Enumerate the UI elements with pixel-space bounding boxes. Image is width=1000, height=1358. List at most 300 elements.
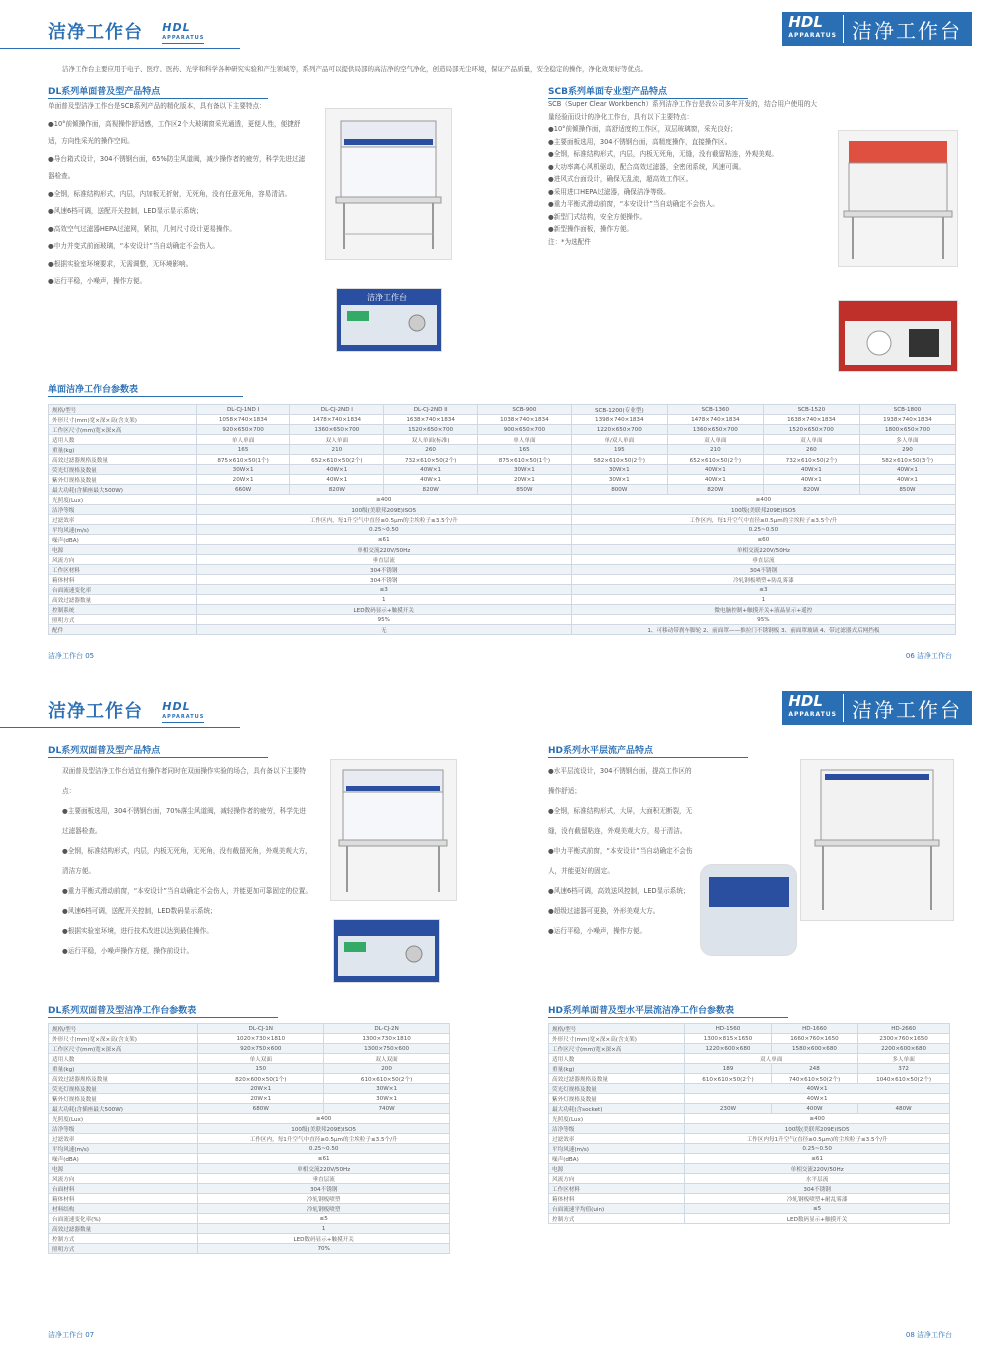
table-cell: 垂直层流 xyxy=(571,555,955,565)
table-cell: 冷轧钢板喷塑+防乱雾漆 xyxy=(571,575,955,585)
table-cell: 20W×1 xyxy=(196,475,290,485)
feature-line: ●新型操作面板，操作方便。 xyxy=(548,225,633,233)
table-row xyxy=(49,1034,450,1044)
table-cell: ≥400 xyxy=(685,1114,950,1124)
header-cell: DL-CJ-1ND I xyxy=(196,405,290,415)
footer-left: 洁净工作台 05 xyxy=(48,652,95,660)
table-cell: ≤5 xyxy=(198,1214,450,1224)
table-cell: ≥400 xyxy=(571,495,955,505)
table-row xyxy=(549,1154,950,1164)
feature-line: ●大功率离心风机驱动，配合高效过滤器，全密闭系统，风速可调。 xyxy=(548,162,745,171)
table-cell: 70% xyxy=(198,1244,450,1254)
table-cell: 过滤效率 xyxy=(49,515,197,525)
table-cell: 660W xyxy=(196,485,290,495)
table-cell: ≤3 xyxy=(571,585,955,595)
table-cell: 1、可移动带刹车脚轮 2、前面罩——推拉门不锈钢板 3、前面罩玻璃 4、带过滤器式后网挡板 xyxy=(571,625,955,635)
header-cell: DL-CJ-2ND I xyxy=(290,405,384,415)
table-cell: 732×610×50(2个) xyxy=(763,455,859,465)
table-cell: 平均风速(m/s) xyxy=(549,1144,685,1154)
feature-line: ●重力平衡式滑动前窗，“本安设计”当自动确定不会伤人，并能更加可靠固定的位置。 xyxy=(62,887,312,895)
table-cell: 652×610×50(2个) xyxy=(290,455,384,465)
hdl-logo: HDL APPARATUS xyxy=(162,23,204,44)
table-cell: 1038×740×1834 xyxy=(478,415,572,425)
table-cell: 无 xyxy=(196,625,571,635)
table-row xyxy=(49,1154,450,1164)
table-cell: 372 xyxy=(858,1064,950,1074)
table-cell: 配件 xyxy=(49,625,197,635)
header-cell: DL-CJ-2N xyxy=(324,1024,450,1034)
table-row xyxy=(549,1074,950,1084)
table-cell: 工作区内，每1升空气中直径≥0.5μm的尘埃粒子≤3.5个/升 xyxy=(198,1134,450,1144)
table-cell: 双人单面 xyxy=(763,435,859,445)
table-row xyxy=(49,1174,450,1184)
table-cell: 40W×1 xyxy=(859,465,955,475)
table-row xyxy=(49,1164,450,1174)
table-row xyxy=(549,1124,950,1134)
table-cell: 洁净等级 xyxy=(549,1124,685,1134)
feature-line: ●风速6档可调，高效送风控制，LED显示系统； xyxy=(548,887,690,895)
table-row xyxy=(549,1164,950,1174)
table-cell: 适用人数 xyxy=(549,1054,685,1064)
dl2-feature-list xyxy=(62,761,312,961)
table-cell: 2300×760×1650 xyxy=(858,1034,950,1044)
table-row xyxy=(549,1084,950,1094)
table-row xyxy=(49,435,956,445)
table-cell: 单人双面 xyxy=(198,1054,324,1064)
feature-line: ●10°前倾操作面，高舒适度的工作区，双层玻璃窗，采光良好； xyxy=(548,125,737,133)
table-cell: 875×610×50(1个) xyxy=(196,455,290,465)
table-cell: 光照度(Lux) xyxy=(49,495,197,505)
table-cell: 0.25~0.50 xyxy=(685,1144,950,1154)
table-row xyxy=(49,1044,450,1054)
table-row xyxy=(49,425,956,435)
hd-section-title: HD系列水平层流产品特点 xyxy=(548,743,748,758)
table-cell: ≤60 xyxy=(571,535,955,545)
table-cell: 多人单面 xyxy=(858,1054,950,1064)
table-cell: 40W×1 xyxy=(384,465,478,475)
table-cell: 1520×650×700 xyxy=(763,425,859,435)
table-row xyxy=(49,575,956,585)
table-cell: 260 xyxy=(763,445,859,455)
table-cell: 740W xyxy=(324,1104,450,1114)
banner-title: 洁净工作台 xyxy=(852,697,962,722)
table-cell: 高效过滤器数量 xyxy=(49,1224,198,1234)
table2-title: DL系列双面普及型洁净工作台参数表 xyxy=(48,1003,278,1018)
table-cell: 洁净等级 xyxy=(49,505,197,515)
table-row xyxy=(549,1104,950,1114)
table-row xyxy=(549,1054,950,1064)
table-cell: 风流方向 xyxy=(49,555,197,565)
table-row xyxy=(49,1114,450,1124)
table-row xyxy=(49,415,956,425)
table-cell: 0.25~0.50 xyxy=(571,525,955,535)
table-cell: 台面流速变化率 xyxy=(49,585,197,595)
table-cell: 水平层流 xyxy=(685,1174,950,1184)
table-cell: 适用人数 xyxy=(49,1054,198,1064)
table-cell: ≤61 xyxy=(196,535,571,545)
table-row xyxy=(49,1094,450,1104)
feature-line: ●新型门式结构，安全方便操作。 xyxy=(548,212,647,221)
table-cell: 610×610×50(2个) xyxy=(324,1074,450,1084)
table-cell: 冷轧钢板喷塑 xyxy=(198,1204,450,1214)
header-rule xyxy=(0,48,240,49)
table-cell: 控制系统 xyxy=(49,605,197,615)
product-photo-dl-double xyxy=(330,759,457,901)
table-row xyxy=(49,445,956,455)
dl2-section-title: DL系列双面普及型产品特点 xyxy=(48,743,268,758)
product-photo-scb xyxy=(838,130,958,267)
table-cell: 30W×1 xyxy=(324,1094,450,1104)
table-cell: 台面流速平均值(uin) xyxy=(549,1204,685,1214)
table-row xyxy=(49,455,956,465)
table-cell: 610×610×50(2个) xyxy=(685,1074,771,1084)
control-panel-photo xyxy=(333,919,440,983)
table-cell: 工作区材料 xyxy=(549,1184,685,1194)
table-row xyxy=(49,1074,450,1084)
table-cell: 582×610×50(2个) xyxy=(571,455,667,465)
table-cell: 重量(kg) xyxy=(49,1064,198,1074)
table-cell: 风流方向 xyxy=(49,1174,198,1184)
header-cell: SCB-1360 xyxy=(667,405,763,415)
table-cell: 820W xyxy=(290,485,384,495)
table-cell: 1220×600×680 xyxy=(685,1044,771,1054)
table-row xyxy=(49,605,956,615)
table-cell: 20W×1 xyxy=(198,1094,324,1104)
hdl-logo: HDL APPARATUS xyxy=(788,15,844,43)
table-cell: 过滤效率 xyxy=(549,1134,685,1144)
table-cell: 照明方式 xyxy=(49,1244,198,1254)
table-row xyxy=(49,525,956,535)
table-row xyxy=(549,1184,950,1194)
table3-title: HD系列单面普及型水平层流洁净工作台参数表 xyxy=(548,1003,788,1018)
table-cell: 控制方式 xyxy=(549,1214,685,1224)
header-cell: HD-2660 xyxy=(858,1024,950,1034)
table-row xyxy=(549,1144,950,1154)
table-cell: 1398×740×1834 xyxy=(571,415,667,425)
product-photo-dl-single xyxy=(325,108,452,260)
table-row xyxy=(49,1224,450,1234)
intro-text: 洁净工作台主要应用于电子、医疗、医药、光学和科学各种研究实验和产生领域等，系列产品可以提供局部的高洁净的空气净化，创造局部无尘环境，保证产品质量，安全稳定的操作，净化效果好等优点。 xyxy=(62,65,647,73)
table-cell: 900×650×700 xyxy=(478,425,572,435)
table-row xyxy=(549,1204,950,1214)
table-row xyxy=(549,1044,950,1054)
table-cell: 台面材料 xyxy=(49,1184,198,1194)
table-cell: 200 xyxy=(324,1064,450,1074)
table-cell: 20W×1 xyxy=(198,1084,324,1094)
table-row xyxy=(49,1234,450,1244)
table-cell: 304不锈钢 xyxy=(571,565,955,575)
table-cell: ≤61 xyxy=(685,1154,950,1164)
table-cell: 工作区内，每1升空气中直径≥0.5μm的尘埃粒子≤3.5个/升 xyxy=(571,515,955,525)
table-cell: 平均风速(m/s) xyxy=(49,525,197,535)
spec-table-hd xyxy=(548,1023,950,1224)
table-cell: 40W×1 xyxy=(685,1084,950,1094)
header-rule xyxy=(0,727,240,728)
table-cell: 1 xyxy=(571,595,955,605)
table-row xyxy=(549,1114,950,1124)
header-cell: SCB-1800 xyxy=(859,405,955,415)
table-cell: 875×610×50(1个) xyxy=(478,455,572,465)
feature-line: ●运行平稳，小噪声，操作方便。 xyxy=(548,927,647,935)
table-row xyxy=(549,1134,950,1144)
table-row xyxy=(49,1064,450,1074)
table-cell: 40W×1 xyxy=(290,475,384,485)
table-cell: 箱体材料 xyxy=(49,575,197,585)
table-cell: 平均风速(m/s) xyxy=(49,1144,198,1154)
table-row xyxy=(49,545,956,555)
table-cell: 1 xyxy=(196,595,571,605)
table-row xyxy=(49,585,956,595)
header-cell: SCB-900 xyxy=(478,405,572,415)
table-cell: LED数码显示+触摸开关 xyxy=(198,1234,450,1244)
table-cell: 单人单面 xyxy=(478,435,572,445)
table-cell: LED数码显示+触摸开关 xyxy=(196,605,571,615)
table-cell: 1520×650×700 xyxy=(384,425,478,435)
header-cell: 规格/型号 xyxy=(49,1024,198,1034)
header-cell: SCB-1200(专业型) xyxy=(571,405,667,415)
table-cell: 290 xyxy=(859,445,955,455)
table-cell: ≤3 xyxy=(196,585,571,595)
table-row xyxy=(49,495,956,505)
table-cell: 高效过滤器规格及数量 xyxy=(49,455,197,465)
table-cell: 多人单面 xyxy=(859,435,955,445)
table-cell: 垂直层流 xyxy=(196,555,571,565)
table-row xyxy=(49,1214,450,1224)
table-row xyxy=(549,1094,950,1104)
feature-line: ●全钢，标准结构形式，大屏，大面积无断裂，无缝，没有截留粘连，外观美观大方，易于清洁。 xyxy=(548,807,693,835)
page-2 xyxy=(0,679,1000,1358)
table-cell: 过滤效率 xyxy=(49,1134,198,1144)
table-cell: 920×650×700 xyxy=(196,425,290,435)
table-cell: 箱体材料 xyxy=(549,1194,685,1204)
header-cell: 规格/型号 xyxy=(549,1024,685,1034)
table-cell: 820W xyxy=(667,485,763,495)
table-cell: 工作区尺寸(mm)宽×深×高 xyxy=(49,1044,198,1054)
table-cell: 荧光灯规格及数量 xyxy=(549,1084,685,1094)
table-cell: 噪声(dBA) xyxy=(49,1154,198,1164)
table-row xyxy=(549,1194,950,1204)
table-cell: 1360×650×700 xyxy=(290,425,384,435)
table-cell: 荧光灯规格及数量 xyxy=(49,465,197,475)
table-cell: 光照度(Lux) xyxy=(49,1114,198,1124)
table-row xyxy=(49,615,956,625)
table-cell: 1220×650×700 xyxy=(571,425,667,435)
hd-feature-list xyxy=(548,761,698,941)
table-cell: 冷轧钢板喷塑 xyxy=(198,1194,450,1204)
header-cell: SCB-1520 xyxy=(763,405,859,415)
table-row xyxy=(49,465,956,475)
scb-section-title: SCB系列单面专业型产品特点 xyxy=(548,84,748,99)
table-cell: 189 xyxy=(685,1064,771,1074)
table-cell: 20W×1 xyxy=(478,475,572,485)
table-cell: 40W×1 xyxy=(859,475,955,485)
header-title-left: 洁净工作台 HDL APPARATUS xyxy=(48,699,205,722)
table-cell: 高效过滤器规格及数量 xyxy=(49,1074,198,1084)
table-cell: 1638×740×1834 xyxy=(384,415,478,425)
table-cell: 100级(美联邦209E)ISO5 xyxy=(196,505,571,515)
table-cell: 1478×740×1834 xyxy=(667,415,763,425)
feature-line: SCB（Super Clear Workbench）系列洁净工作台是我公司多年开发的，结合用户使用的大量经验而设计的净化工作台，具有以下主要特点： xyxy=(548,100,818,121)
table-cell: 740×610×50(2个) xyxy=(771,1074,857,1084)
header-title-left: 洁净工作台 HDL APPARATUS xyxy=(48,20,205,43)
table-cell: ≤61 xyxy=(198,1154,450,1164)
table-cell: 1580×600×680 xyxy=(771,1044,857,1054)
table-cell: 30W×1 xyxy=(196,465,290,475)
table-cell: 1058×740×1834 xyxy=(196,415,290,425)
table-cell: 304不锈钢 xyxy=(196,575,571,585)
table-cell: 电源 xyxy=(49,1164,198,1174)
table-cell: 40W×1 xyxy=(685,1094,950,1104)
table-cell: 95% xyxy=(196,615,571,625)
scb-panel-photo xyxy=(838,300,958,372)
table-header-row xyxy=(49,1024,450,1034)
table-cell: 304不锈钢 xyxy=(685,1184,950,1194)
table-cell: 100级(美联邦209E)ISO5 xyxy=(571,505,955,515)
table-cell: 紫外灯规格及数量 xyxy=(49,475,197,485)
table-cell: 双人单面 xyxy=(667,435,763,445)
table-cell: 100级(美联邦209E)ISO5 xyxy=(685,1124,950,1134)
header-cell: DL-CJ-1N xyxy=(198,1024,324,1034)
table-cell: 照明方式 xyxy=(49,615,197,625)
table-cell: 电源 xyxy=(549,1164,685,1174)
hd-panel-photo xyxy=(700,864,797,956)
header-cell: HD-1560 xyxy=(685,1024,771,1034)
table-cell: 40W×1 xyxy=(763,465,859,475)
table-cell: 双人单面 xyxy=(685,1054,858,1064)
table-cell: 0.25~0.50 xyxy=(198,1144,450,1154)
table-cell: 单相交流220V/50Hz xyxy=(571,545,955,555)
feature-line: ●全钢，标准结构形式，内层，内加板无折射，无死角，没有任意死角，容易清洁。 xyxy=(48,189,292,198)
table-cell: 微电脑控制+触摸开关+液晶显示+遥控 xyxy=(571,605,955,615)
hdl-logo: HDL APPARATUS xyxy=(162,702,204,723)
table-row xyxy=(549,1034,950,1044)
table-cell: 100级(美联邦209E)ISO5 xyxy=(198,1124,450,1134)
header-cell: 规格/型号 xyxy=(49,405,197,415)
table-row xyxy=(49,1184,450,1194)
header-cell: DL-CJ-2ND II xyxy=(384,405,478,415)
table-cell: 40W×1 xyxy=(667,465,763,475)
feature-line: 注：*为选配件 xyxy=(548,237,591,246)
table-row xyxy=(549,1064,950,1074)
table-cell: 单相交流220V/50Hz xyxy=(196,545,571,555)
table-cell: ≥400 xyxy=(198,1114,450,1124)
table-cell: 荧光灯规格及数量 xyxy=(49,1084,198,1094)
table-row xyxy=(49,515,956,525)
table-cell: 1300×815×1650 xyxy=(685,1034,771,1044)
table-cell: 最大功耗(含socket) xyxy=(549,1104,685,1114)
table-cell: 单人单面 xyxy=(196,435,290,445)
table-cell: ≥400 xyxy=(196,495,571,505)
table-cell: 外形尺寸(mm)宽×深×高(含支架) xyxy=(549,1034,685,1044)
header-banner-right xyxy=(782,691,972,725)
table-cell: 工作区内每1升空气(直径≥0.5μm)的尘埃粒子≤3.5个/升 xyxy=(685,1134,950,1144)
banner-title: 洁净工作台 xyxy=(852,18,962,43)
table-cell: 电源 xyxy=(49,545,197,555)
table-cell: 40W×1 xyxy=(667,475,763,485)
feature-line: ●运行平稳，小噪声操作方便，操作前设计。 xyxy=(62,947,194,955)
table-cell: 噪声(dBA) xyxy=(549,1154,685,1164)
feature-line: ●重力平衡式滑动前窗，“本安设计”当自动确定不会伤人。 xyxy=(548,200,719,208)
table-cell: 2200×600×680 xyxy=(858,1044,950,1054)
table-row xyxy=(49,1054,450,1064)
table-cell: 304不锈钢 xyxy=(196,565,571,575)
panel-label: 洁净工作台 xyxy=(367,293,407,302)
table-cell: ≤5 xyxy=(685,1204,950,1214)
dl-section-title: DL系列单面普及型产品特点 xyxy=(48,84,268,99)
feature-line: ●进风式台面设计，确保无乱流，超高效工作区。 xyxy=(548,175,693,183)
table-row xyxy=(49,1144,450,1154)
feature-line: ●申力平衡式前窗，“本安设计”当自动确定不会伤人，并能更好的固定。 xyxy=(548,847,693,875)
table-cell: 652×610×50(2个) xyxy=(667,455,763,465)
table-row xyxy=(49,485,956,495)
scb-feature-list xyxy=(548,98,823,248)
table-cell: 风流方向 xyxy=(549,1174,685,1184)
table-cell: 洁净等级 xyxy=(49,1124,198,1134)
table-cell: 260 xyxy=(384,445,478,455)
table-cell: 1938×740×1834 xyxy=(859,415,955,425)
table-cell: 165 xyxy=(478,445,572,455)
table-cell: 最大功耗(含插座最大500W) xyxy=(49,1104,198,1114)
spec-table-double xyxy=(48,1023,450,1254)
table-cell: 40W×1 xyxy=(763,475,859,485)
table-cell: 480W xyxy=(858,1104,950,1114)
table-row xyxy=(49,555,956,565)
table-cell: 400W xyxy=(771,1104,857,1114)
table-cell: 732×610×50(2个) xyxy=(384,455,478,465)
table-row xyxy=(549,1174,950,1184)
table-cell: 40W×1 xyxy=(384,475,478,485)
control-panel-photo xyxy=(336,288,442,352)
table-cell: 箱体材料 xyxy=(49,1194,198,1204)
table-cell: 材料结构 xyxy=(49,1204,198,1214)
table-cell: 1300×750×600 xyxy=(324,1044,450,1054)
table-cell: 重量(kg) xyxy=(49,445,197,455)
table-cell: 最大功耗(含插座最大500W) xyxy=(49,485,197,495)
table-cell: 1660×760×1650 xyxy=(771,1034,857,1044)
feature-line: ●申力并变式前面玻璃，“本安设计”当自动确定不会伤人。 xyxy=(48,242,219,250)
table-cell: 工作区材料 xyxy=(49,565,197,575)
table-cell: 582×610×50(3个) xyxy=(859,455,955,465)
table-cell: 工作区内，每1升空气中直径≥0.5μm的尘埃粒子≤3.5个/升 xyxy=(196,515,571,525)
feature-line: 单面普及型洁净工作台是SCB系列产品的精化版本，具有备以下主要特点： xyxy=(48,102,266,110)
table-cell: 30W×1 xyxy=(324,1084,450,1094)
table-cell: 800W xyxy=(571,485,667,495)
table-cell: 双人单面 xyxy=(290,435,384,445)
header-banner-right xyxy=(782,12,972,46)
table-cell: 双人单面(标准) xyxy=(384,435,478,445)
table-cell: 248 xyxy=(771,1064,857,1074)
table-cell: 920×750×600 xyxy=(198,1044,324,1054)
table-row xyxy=(49,1104,450,1114)
dl-feature-list xyxy=(48,98,310,291)
feature-line: ●风速6档可调，送配开关控制，LED显示显示系统； xyxy=(48,207,203,215)
footer-right: 06 洁净工作台 xyxy=(905,652,952,660)
table-cell: 30W×1 xyxy=(571,475,667,485)
table-row xyxy=(49,1194,450,1204)
table-row xyxy=(49,1204,450,1214)
table-row xyxy=(49,535,956,545)
table-cell: 工作区尺寸(mm)宽×深×高 xyxy=(49,425,197,435)
feature-line: ●主要面板选用，304不锈钢台面，高精度操作，直接操作区。 xyxy=(548,137,732,146)
table-cell: 150 xyxy=(198,1064,324,1074)
header-cell: HD-1660 xyxy=(771,1024,857,1034)
feature-line: ●导台箱式设计，304不锈钢台面，65%防尘风道阀，减少操作者的疲劳，科学先进过滤器检查。 xyxy=(48,154,306,180)
table-cell: 850W xyxy=(859,485,955,495)
feature-line: ●水平层流设计，304不锈钢台面，提高工作区的操作舒适； xyxy=(548,767,692,795)
table-row xyxy=(49,505,956,515)
table-cell: 165 xyxy=(196,445,290,455)
table-cell: 30W×1 xyxy=(571,465,667,475)
